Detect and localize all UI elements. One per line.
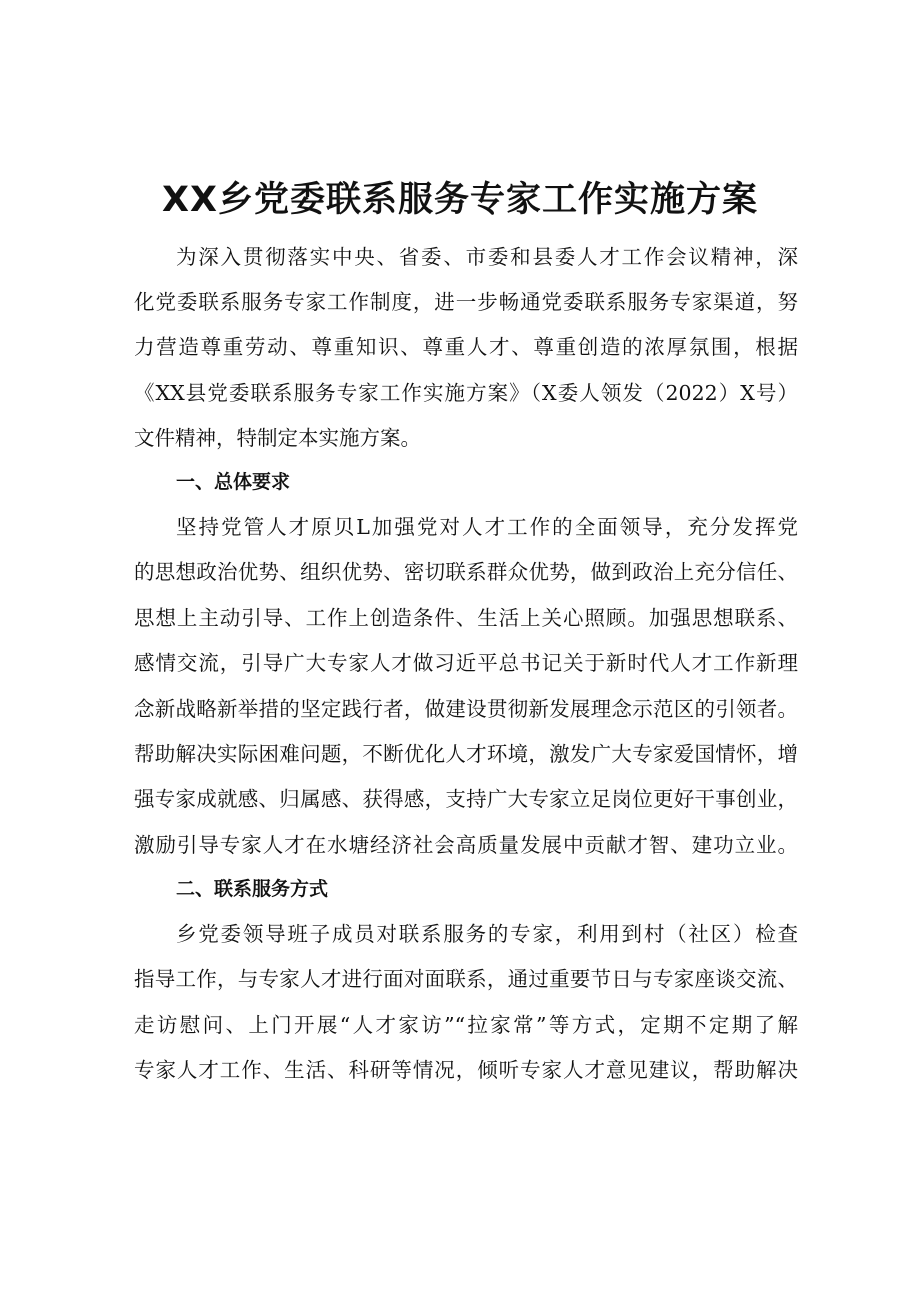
section1-line: 强专家成就感、归属感、获得感，支持广大专家立足岗位更好干事创业，	[134, 787, 798, 811]
intro-line: 文件精神，特制定本实施方案。	[134, 426, 421, 450]
intro-line: 力营造尊重劳动、尊重知识、尊重人才、尊重创造的浓厚氛围，根据	[134, 335, 798, 359]
intro-line: 《XX县党委联系服务专家工作实施方案》（X委人领发（2022）X号）	[134, 381, 798, 405]
intro-line: 化党委联系服务专家工作制度，进一步畅通党委联系服务专家渠道，努	[134, 290, 798, 314]
section1-line: 的思想政治优势、组织优势、密切联系群众优势，做到政治上充分信任、	[134, 560, 798, 584]
section1-line: 激励引导专家人才在水塘经济社会高质量发展中贡献才智、建功立业。	[134, 833, 798, 857]
intro-line: 为深入贯彻落实中央、省委、市委和县委人才工作会议精神，深	[176, 245, 798, 269]
section1-line: 帮助解决实际困难问题，不断优化人才环境，激发广大专家爱国情怀，增	[134, 742, 798, 766]
section2-line: 乡党委领导班子成员对联系服务的专家，利用到村（社区）检查	[176, 922, 798, 946]
section2-line: 走访慰问、上门开展“人才家访”“拉家常”等方式，定期不定期了解	[134, 1013, 798, 1037]
section1-line: 坚持党管人才原贝L加强党对人才工作的全面领导，充分发挥党	[176, 515, 798, 539]
section1-line: 感情交流，引导广大专家人才做习近平总书记关于新时代人才工作新理	[134, 651, 798, 675]
section1-line: 思想上主动引导、工作上创造条件、生活上关心照顾。加强思想联系、	[134, 606, 798, 630]
section-heading-contact-service-methods: 二、联系服务方式	[176, 878, 329, 900]
document-title: XX乡党委联系服务专家工作实施方案	[162, 180, 758, 220]
section2-line: 指导工作，与专家人才进行面对面联系，通过重要节日与专家座谈交流、	[134, 967, 798, 991]
section2-line: 专家人才工作、生活、科研等情况，倾听专家人才意见建议，帮助解决	[134, 1058, 798, 1082]
section1-line: 念新战略新举措的坚定践行者，做建设贯彻新发展理念示范区的引领者。	[134, 697, 798, 721]
section-heading-general-requirements: 一、总体要求	[176, 471, 291, 493]
